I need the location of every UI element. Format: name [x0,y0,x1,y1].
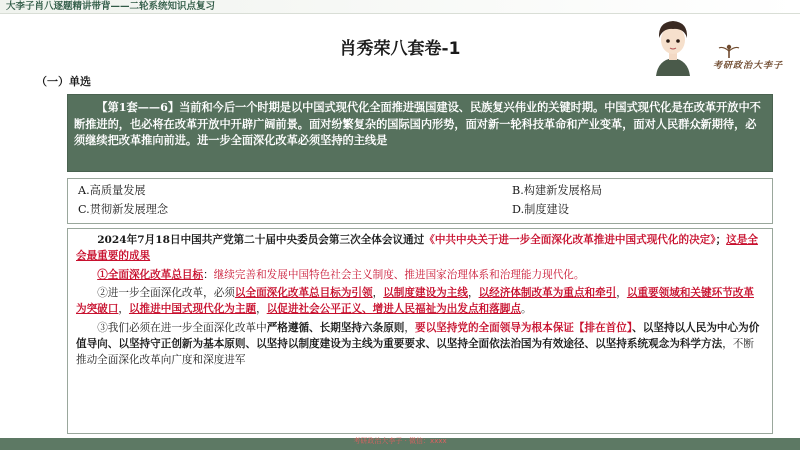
question-text: 【第1套——6】当前和今后一个时期是以中国式现代化全面推进强国建设、民族复兴伟业的关键时期。中国式现代化是在改革开放中不断推进的，也必将在改革开放中开辟广阔前景。面对纷繁复杂的国际国内形势，面对新一轮科技革命和产业变革，面对人民群众新期待，必须继续把改革推向前进。进一步全面深化改革必须坚持的主线是 [74,100,761,147]
answer-point-2: ②进一步全面深化改革，必须以全面深化改革总目标为引领，以制度建设为主线，以经济体制改革为重点和牵引，以重要领域和关键环节改革为突破口，以推进中国式现代化为主题，以促进社会公平正义、增进人民福祉为出发点和落脚点。 [76,287,754,316]
section-heading: （一）单选 [36,75,91,88]
option-c: C.贯彻新发展理念 [78,203,169,216]
presenter-avatar [648,14,698,76]
question-prompt: 进一步全面深化改革必须坚持的主线是 [197,133,388,147]
tree-emblem-icon [716,44,742,58]
brand-logo [700,40,796,70]
option-b: B.构建新发展格局 [512,184,603,197]
answer-point-1: ①全面深化改革总目标：继续完善和发展中国特色社会主义制度、推进国家治理体系和治理能力现代化。 [97,268,585,281]
watermark-text: 考研政治大李子 · 微信：xxxx [353,437,447,445]
slide-title: 肖秀荣八套卷-1 [339,39,461,59]
answer-explanation [67,228,773,434]
answer-intro: 2024年7月18日中国共产党第二十届中央委员会第三次全体会议通过《中共中央关于进一步全面深化改革推进中国式现代化的决定》；这是全会最重要的成果 [76,234,758,262]
option-a: A.高质量发展 [78,184,146,197]
options-box [67,178,773,224]
option-d: D.制度建设 [512,203,569,216]
brand-text: 考研政治大李子 [712,61,783,71]
answer-point-3: ③我们必须在进一步全面深化改革中严格遵循、长期坚持六条原则，要以坚持党的全面领导为根本保证【排在首位】、以坚持以人民为中心为价值导向、以坚持守正创新为基本原则、以坚持以制度建设为主线为重要要求、以坚持全面依法治国为有效途径、以坚持系统观念为科学方法，不断推动全面深化改革向广度和深度进军 [76,321,760,366]
top-bar [0,0,800,14]
question-box [67,94,773,172]
course-title: 大李子肖八逐题精讲带背——二轮系统知识点复习 [6,1,216,12]
